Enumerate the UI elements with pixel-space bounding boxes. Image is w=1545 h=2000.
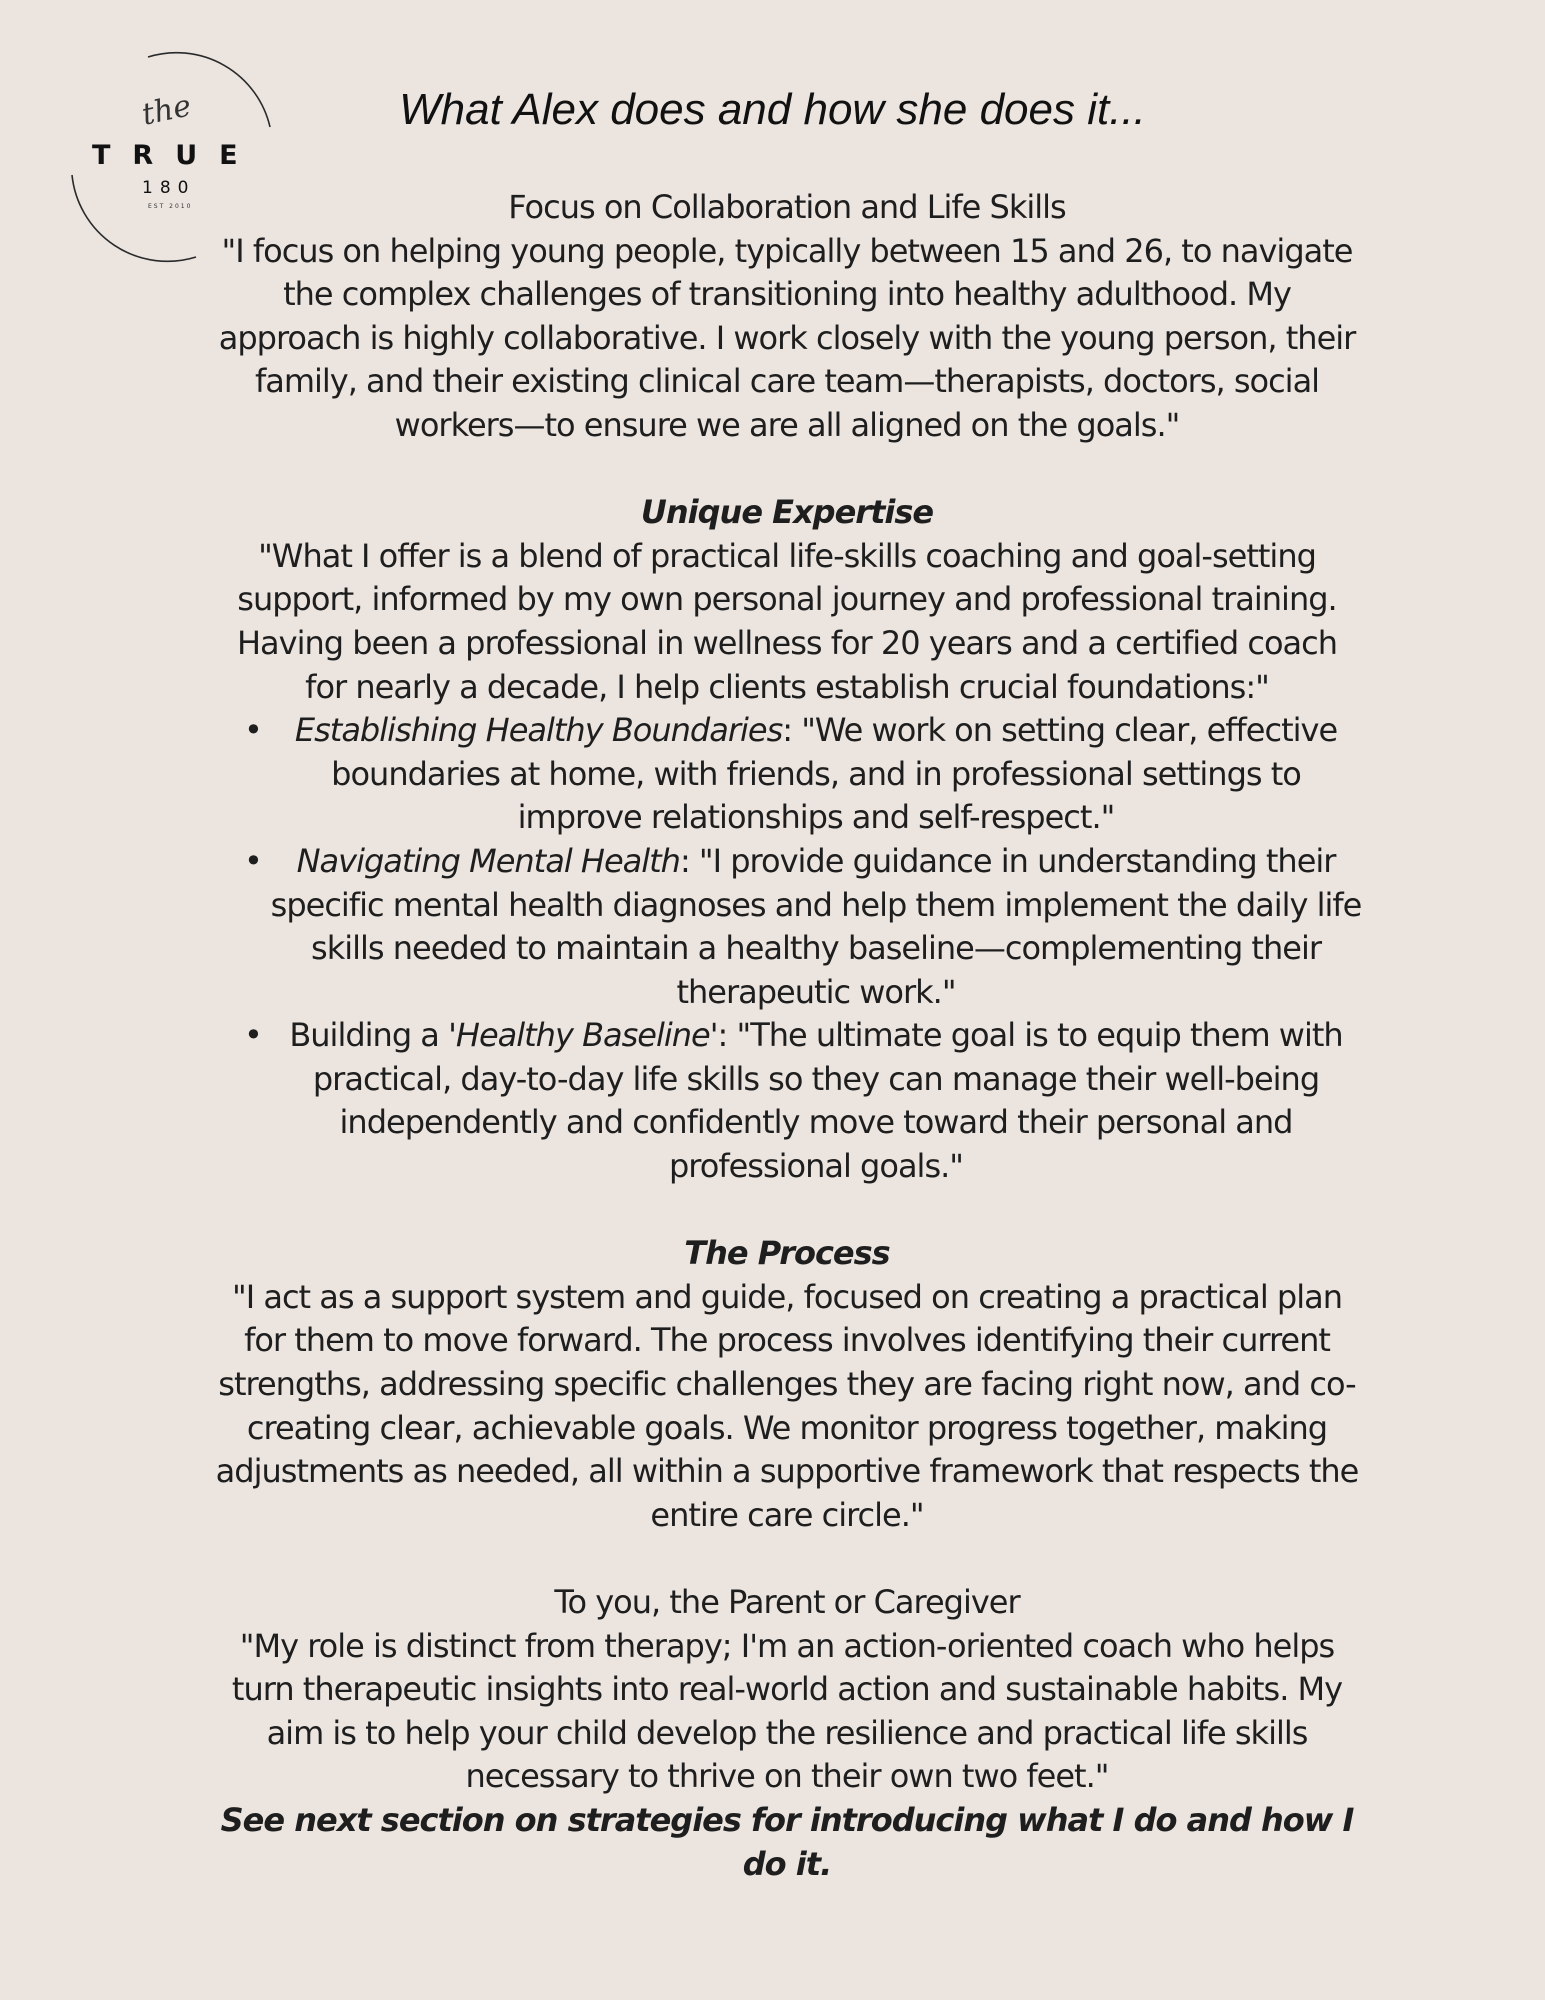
section-heading: Focus on Collaboration and Life Skills [508,188,1066,226]
list-item [212,840,1362,1014]
logo-number: 180 [142,178,196,198]
logo-wordmark: TRUE [92,140,260,171]
bullet-term: Navigating Mental Health [296,841,680,880]
section-body: "What I offer is a blend of practical life-skills coaching and goal-setting support, informed by my own personal journey and professional training. Having been a professional in wellness for 20 years and a certified coach for nearly a decade, I help clients establish crucial foundations:" [236,536,1338,706]
list-item [212,1014,1362,1188]
logo-established: EST 2010 [148,203,193,210]
page-title: What Alex does and how she does it... [399,85,1146,134]
bullet-prefix: Building a ' [289,1016,456,1055]
bullet-text: "The ultimate goal is to equip them with practical, day-to-day life skills so they can manage their well-being independently and confidently move toward their personal and professional goals." [312,1016,1343,1186]
section-heading: The Process [684,1234,890,1273]
section-process [212,1232,1362,1537]
spacer [212,1537,1362,1581]
bullet-text: "We work on setting clear, effective boundaries at home, with friends, and in professional settings to improve relationships and self-respect." [331,711,1338,837]
bullet-icon: • [244,1016,262,1055]
bullet-suffix: : [782,711,802,750]
section-heading: To you, the Parent or Caregiver [554,1583,1020,1621]
spacer [212,448,1362,492]
bullet-icon: • [244,841,262,880]
section-expertise [212,491,1362,1189]
logo-script-the: the [138,88,195,133]
section-collaboration [212,186,1362,448]
spacer [212,1189,1362,1233]
section-body: "My role is distinct from therapy; I'm an action-oriented coach who helps turn therapeutic insights into real-world action and sustainable habits. My aim is to help your child develop the resilience and practical life skills necessary to thrive on their own two feet." [231,1626,1343,1796]
bullet-icon: • [244,711,262,750]
closing-note: See next section on strategies for introducing what I do and how I do it. [220,1800,1354,1883]
expertise-list [212,709,1362,1189]
bullet-term: Healthy Baseline [455,1016,710,1055]
bullet-suffix: : [679,841,699,880]
section-heading: Unique Expertise [640,493,934,532]
bullet-text: "I provide guidance in understanding their specific mental health diagnoses and help them implement the daily life skills needed to maintain a healthy baseline—complementing their therapeutic work." [270,841,1362,1011]
section-body: "I act as a support system and guide, focused on creating a practical plan for them to move forward. The process involves identifying their current strengths, addressing specific challenges they are facing right now, and co-creating clear, achievable goals. We monitor progress together, making adjustments as needed, all within a supportive framework that respects the entire care circle." [215,1277,1359,1534]
bullet-term: Establishing Healthy Boundaries [294,711,783,750]
list-item [212,709,1362,840]
section-parent [212,1581,1362,1886]
bullet-suffix: ': [709,1016,737,1055]
section-body: "I focus on helping young people, typically between 15 and 26, to navigate the complex challenges of transitioning into healthy adulthood. My approach is highly collaborative. I work closely with the young person, their family, and their existing clinical care team—therapists, doctors, social workers—to ensure we are all aligned on the goals." [218,231,1356,444]
document-body [212,186,1362,1886]
